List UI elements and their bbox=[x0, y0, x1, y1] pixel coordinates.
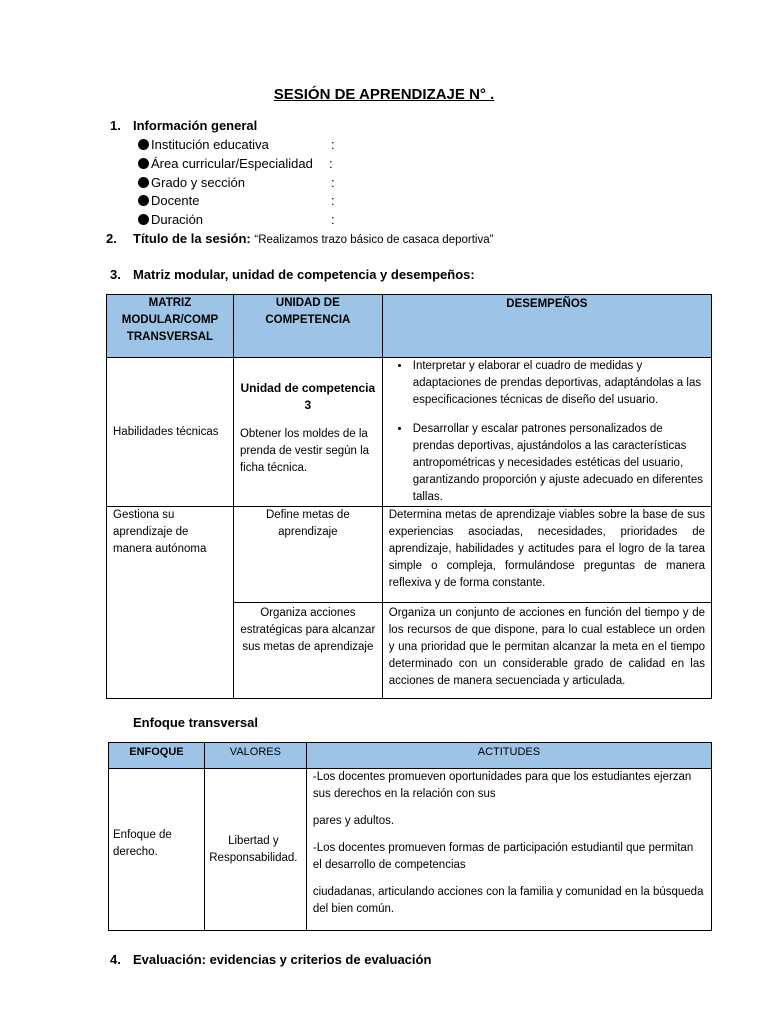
header-desempenos: DESEMPEÑOS bbox=[382, 295, 711, 358]
section-4-number: 4. bbox=[110, 952, 121, 967]
page-title: SESIÓN DE APRENDIZAJE N° . bbox=[273, 86, 495, 103]
section-2-heading: Título de la sesión: bbox=[133, 231, 251, 246]
matrix-col3 bbox=[382, 358, 711, 507]
actitud-paragraph: -Los docentes promueven oportunidades para que los estudiantes ejerzan sus derechos en la relación con sus bbox=[312, 771, 692, 800]
header-actitudes: ACTITUDES bbox=[306, 743, 711, 769]
info-item-grado bbox=[138, 175, 245, 190]
matrix-col2 bbox=[233, 358, 382, 507]
matrix-col1: Habilidades técnicas bbox=[107, 358, 234, 507]
matrix-col2: Organiza acciones estratégicas para alcanzar sus metas de aprendizaje bbox=[233, 603, 382, 699]
section-2-number: 2. bbox=[106, 231, 117, 246]
bullet-icon bbox=[138, 177, 149, 188]
bullet-icon bbox=[138, 214, 149, 225]
info-colon: : bbox=[331, 175, 335, 190]
section-1-heading: Información general bbox=[133, 118, 258, 133]
section-4-heading: Evaluación: evidencias y criterios de evaluación bbox=[133, 952, 432, 967]
valores-value: Libertad y Responsabilidad. bbox=[204, 769, 306, 931]
bullet-icon bbox=[138, 195, 149, 206]
info-item-label: Área curricular/Especialidad bbox=[151, 156, 313, 171]
matrix-header-row bbox=[107, 295, 712, 358]
section-1-number: 1. bbox=[110, 118, 121, 133]
session-title-value: “Realizamos trazo básico de casaca deportiva” bbox=[254, 234, 494, 246]
info-item-institucion bbox=[138, 137, 269, 152]
info-item-label: Docente bbox=[151, 193, 200, 208]
info-item-docente bbox=[138, 193, 199, 208]
actitudes-cell bbox=[306, 769, 711, 931]
bullet-icon bbox=[138, 139, 149, 150]
matrix-col1: Gestiona su aprendizaje de manera autónoma bbox=[107, 507, 234, 699]
info-item-label: Institución educativa bbox=[151, 137, 269, 152]
info-item-label: Grado y sección bbox=[151, 175, 245, 190]
info-item-label: Duración bbox=[151, 212, 204, 227]
desempeno-item: • Desarrollar y escalar patrones personalizados de prendas deportivas, ajustándolos a las características antropométricas y necesidades estéticas del usuario, garantizando proporción y ajuste adecuado en diferentes tallas. bbox=[411, 421, 705, 506]
matrix-row-gestiona bbox=[107, 507, 712, 603]
actitud-paragraph: ciudadanas, articulando acciones con la familia y comunidad en la búsqueda del bien común. bbox=[312, 886, 704, 915]
enfoque-heading: Enfoque transversal bbox=[133, 715, 258, 730]
unit-title: Unidad de competencia 3 bbox=[240, 381, 376, 412]
enfoque-value: Enfoque de derecho. bbox=[109, 769, 205, 931]
actitud-paragraph: pares y adultos. bbox=[312, 815, 395, 827]
section-3-number: 3. bbox=[110, 267, 121, 282]
info-item-area bbox=[138, 156, 313, 171]
info-colon: : bbox=[329, 156, 333, 171]
header-enfoque: ENFOQUE bbox=[109, 743, 205, 769]
enfoque-header-row bbox=[109, 743, 712, 769]
header-matriz: MATRIZ MODULAR/COMP TRANSVERSAL bbox=[107, 295, 234, 358]
competency-matrix-table bbox=[106, 294, 712, 699]
section-2-line bbox=[133, 231, 493, 246]
info-colon: : bbox=[331, 137, 335, 152]
matrix-col3: Organiza un conjunto de acciones en función del tiempo y de los recursos de que dispone, para lo cual establece un orden y una prioridad que le permitan alcanzar la meta en el tiempo determinado con un considerable grado de calidad en las acciones de manera secuenciada y articulada. bbox=[382, 603, 711, 699]
section-3-heading: Matriz modular, unidad de competencia y desempeños: bbox=[133, 267, 475, 282]
info-item-duracion bbox=[138, 212, 203, 227]
enfoque-table bbox=[108, 742, 712, 931]
info-colon: : bbox=[331, 193, 335, 208]
desempeno-item: • Interpretar y elaborar el cuadro de medidas y adaptaciones de prendas deportivas, adaptándolas a las especificaciones técnicas de diseño del usuario. bbox=[411, 358, 705, 409]
actitud-paragraph: -Los docentes promueven formas de participación estudiantil que permitan el desarrollo de competencias bbox=[312, 842, 694, 871]
header-unidad: UNIDAD DE COMPETENCIA bbox=[233, 295, 382, 358]
desempenos-list bbox=[385, 358, 705, 506]
unit-description: Obtener los moldes de la prenda de vestir según la ficha técnica. bbox=[239, 428, 370, 474]
matrix-row-habilidades bbox=[107, 358, 712, 507]
info-colon: : bbox=[331, 212, 335, 227]
matrix-col2: Define metas de aprendizaje bbox=[233, 507, 382, 603]
enfoque-row bbox=[109, 769, 712, 931]
header-valores: VALORES bbox=[204, 743, 306, 769]
matrix-col3: Determina metas de aprendizaje viables sobre la base de sus experiencias asociadas, necesidades, prioridades de aprendizaje, habilidades y actitudes para el logro de la tarea simple o compleja, formulándose preguntas de manera reflexiva y de forma constante. bbox=[382, 507, 711, 603]
bullet-icon bbox=[138, 158, 149, 169]
